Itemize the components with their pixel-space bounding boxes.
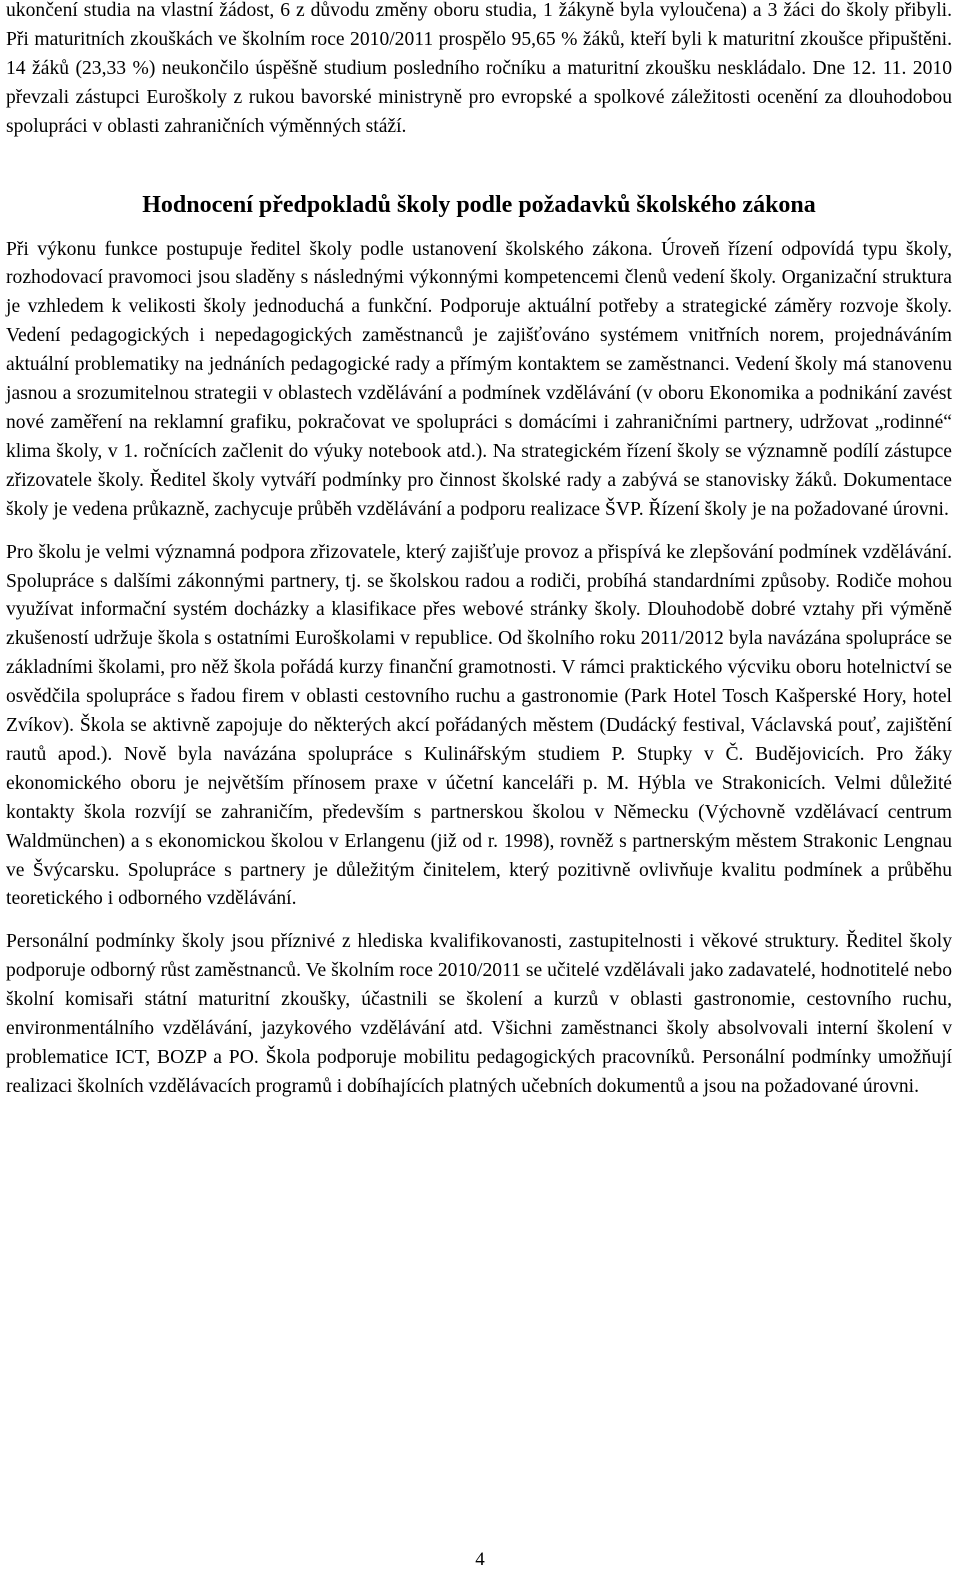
intro-paragraph: ukončení studia na vlastní žádost, 6 z důvodu změny oboru studia, 1 žákyně byla vyloučena) a 3 žáci do školy přibyli. Při maturitních zkouškách ve školním roce 2010/2011 prospělo 95,65 % žáků, kteří byli k maturitní zkoušce připuštěni. 14 žáků (23,33 %) neukončilo úspěšně studium posledního ročníku a maturitní zkoušku neskládalo. Dne 12. 11. 2010 převzali zástupci Euroškoly z rukou bavorské ministryně pro evropské a spolkové záležitosti ocenění za dlouhodobou spolupráci v oblasti zahraničních výměnných stáží. [6, 0, 952, 137]
paragraph-partners: Pro školu je velmi významná podpora zřizovatele, který zajišťuje provoz a přispívá ke zlepšování podmínek vzdělávání. Spolupráce s dalšími zákonnými partnery, tj. se školskou radou a rodiči, probíhá standardními způsoby. Rodiče mohou využívat informační systém docházky a klasifikace přes webové stránky školy. Dlouhodobě dobré vztahy při výměně zkušeností udržuje škola s ostatními Euroškolami v republice. Od školního roku 2011/2012 byla navázána spolupráce se základními školami, pro něž škola pořádá kurzy finanční gramotnosti. V rámci praktického výcviku oboru hotelnictví se osvědčila spolupráce s řadou firem v oblasti cestovního ruchu a gastronomie (Park Hotel Tosch Kašperské Hory, hotel Zvíkov). Škola se aktivně zapojuje do některých akcí pořádaných městem (Dudácký festival, Václavská pouť, zajištění rautů apod.). Nově byla navázána spolupráce s Kulinářským studiem P. Stupky v Č. Budějovicích. Pro žáky ekonomického oboru je největším přínosem praxe v účetní kanceláři p. M. Hýbla ve Strakonicích. Velmi důležité kontakty škola rozvíjí se zahraničím, především s partnerskou školou v Německu (Výchovně vzdělávací centrum Waldmünchen) a s ekonomickou školou v Erlangenu (již od r. 1998), rovněž s partnerským městem Strakonic Lengnau ve Švýcarsku. Spolupráce s partnery je důležitým činitelem, který pozitivně ovlivňuje kvalitu podmínek a průběhu teoretického i odborného vzdělávání. [6, 541, 952, 910]
paragraph-management: Při výkonu funkce postupuje ředitel školy podle ustanovení školského zákona. Úroveň řízení odpovídá typu školy, rozhodovací pravomoci jsou sladěny s následnými výkonnými kompetencemi členů vedení školy. Organizační struktura je vzhledem k velikosti školy jednoduchá a funkční. Podporuje aktuální potřeby a strategické záměry rozvoje školy. Vedení pedagogických i nepedagogických zaměstnanců je zajišťováno systémem vnitřních norem, projednáváním aktuální problematiky na jednáních pedagogické rady a přímým kontaktem se zaměstnanci. Vedení školy má stanovenu jasnou a srozumitelnou strategii v oblastech vzdělávání a podmínek vzdělávání (v oboru Ekonomika a podnikání zavést nové zaměření na reklamní grafiku, pokračovat ve spolupráci s domácími i zahraničními partnery, udržovat „rodinné“ klima školy, v 1. ročnících začlenit do výuky notebook atd.). Na strategickém řízení školy se významně podílí zástupce zřizovatele školy. Ředitel školy vytváří podmínky pro činnost školské rady a zabývá se stanovisky žáků. Dokumentace školy je vedena průkazně, zachycuje průběh vzdělávání a podporu realizace ŠVP. Řízení školy je na požadované úrovni. [6, 238, 952, 520]
paragraph-personnel: Personální podmínky školy jsou příznivé z hlediska kvalifikovanosti, zastupitelnosti i věkové struktury. Ředitel školy podporuje odborný růst zaměstnanců. Ve školním roce 2010/2011 se učitelé vzdělávali jako zadavatelé, hodnotitelé nebo školní komisaři státní maturitní zkoušky, účastnili se školení a kurzů v oblasti gastronomie, cestovního ruchu, environmentálního vzdělávání, jazykového vzdělávání atd. Všichni zaměstnanci školy absolvovali interní školení v problematice ICT, BOZP a PO. Škola podporuje mobilitu pedagogických pracovníků. Personální podmínky umožňují realizaci školních vzdělávacích programů i dobíhajících platných učebních dokumentů a jsou na požadované úrovni. [6, 931, 952, 1097]
document-page [6, 0, 952, 1102]
section-heading: Hodnocení předpokladů školy podle požadavků školského zákona [142, 191, 816, 218]
page-number: 4 [475, 1549, 485, 1570]
